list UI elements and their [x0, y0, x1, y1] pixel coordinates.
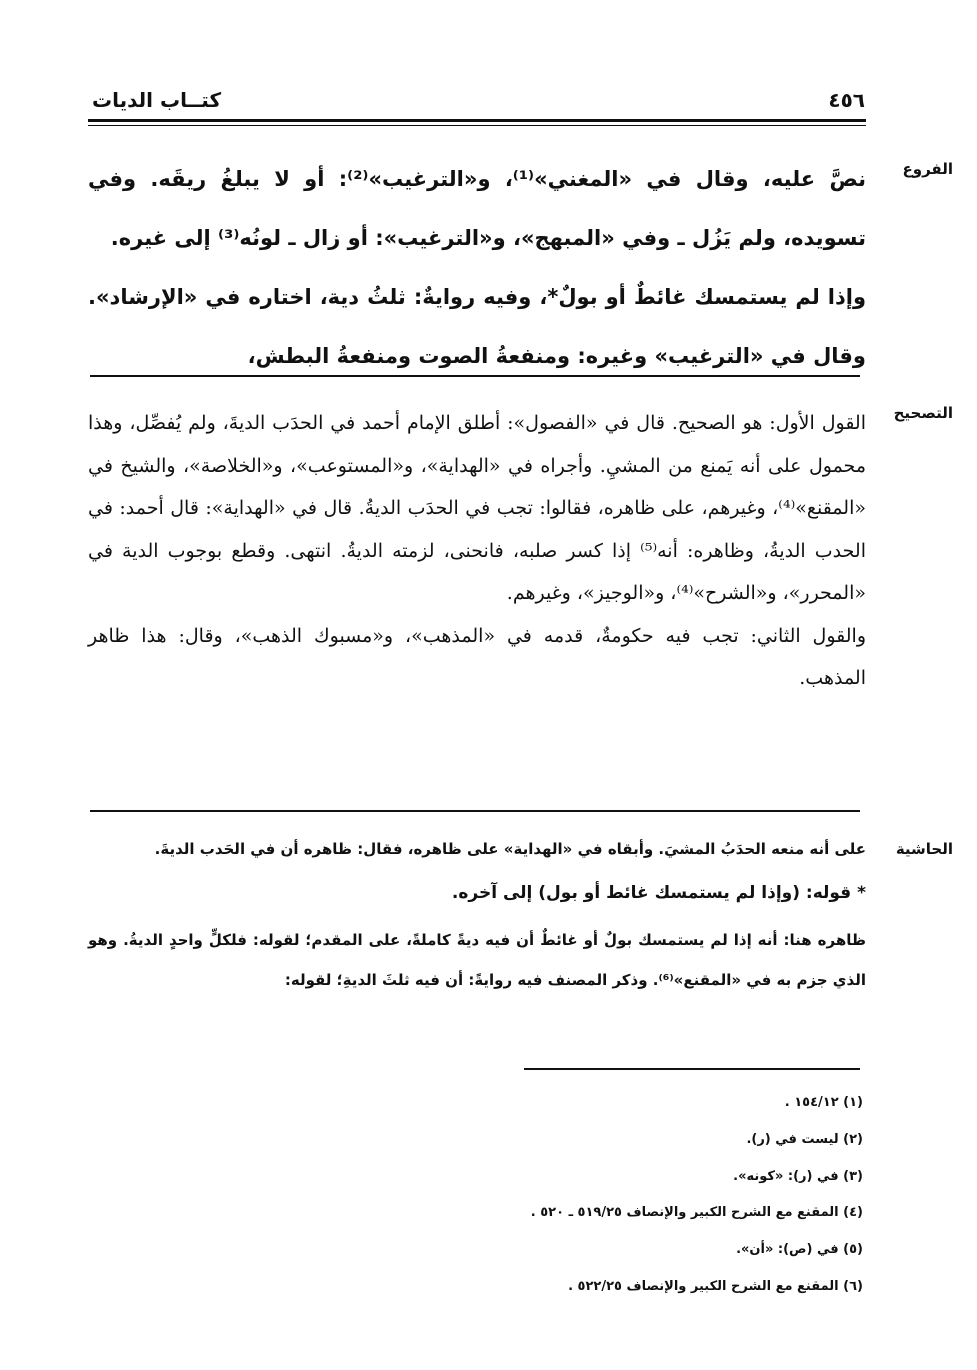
running-title: كتــاب الديات	[92, 88, 222, 112]
section-divider	[90, 375, 860, 377]
header-rule-thick	[88, 119, 866, 122]
header-rule-thin	[88, 125, 866, 126]
section-label-tashih: التصحيح	[893, 404, 953, 422]
section-label-hashiya: الحاشية	[895, 840, 953, 858]
footnote-item: (٥) في (ص): «أن».	[736, 1242, 863, 1258]
hashiya-commentary: ظاهره هنا: أنه إذا لم يستمسك بولٌ أو غائطٌ أن فيه ديةً كاملةً، على المقدم؛ لقوله: فلكلٍّ واحدٍ الديةُ. وهو الذي جزم به في «المقنع»⁽⁶⁾. وذكر المصنف فيه روايةً: أن فيه ثلثَ الديةِ؛ لقوله:	[88, 931, 866, 989]
hashiya-section	[88, 836, 866, 1000]
furu-paragraph-1: نصَّ عليه، وقال في «المغني»⁽¹⁾، و«الترغيب»⁽²⁾: أو لا يبلغُ ريقَه. وفي تسويده، ولم يَزُل ـ وفي «المبهج»، و«الترغيب»: أو زال ـ لونُه⁽³⁾ إلى غيره.	[88, 167, 866, 250]
footnote-item: (٦) المقنع مع الشرح الكبير والإنصاف ٥٢٢/٢٥ .	[568, 1278, 863, 1294]
tashih-paragraph-1: القول الأول: هو الصحيح. قال في «الفصول»: أطلق الإمام أحمد في الحدَب الديةَ، ولم يُفصِّل، وهذا محمول على أنه يَمنع من المشيِ. وأجراه في «الهداية»، و«المستوعب»، و«الخلاصة»، والشيخ في «المقنع»⁽⁴⁾، وغيرهم، على ظاهره، فقالوا: تجب في الحدَب الديةُ. قال في «الهداية»: قال أحمد: في الحدب الديةُ، وظاهره: أنه⁽⁵⁾ إذا كسر صلبه، فانحنى، لزمته الديةُ. انتهى. وقطع بوجوب الدية في «المحرر»، و«الشرح»⁽⁴⁾، و«الوجيز»، وغيرهم.	[88, 412, 866, 604]
footnote-item: (٣) في (ر): «كونه».	[733, 1168, 863, 1184]
footnote-item: (١) ١٥٤/١٢ .	[784, 1095, 863, 1110]
furu-paragraph-2: وإذا لم يستمسك غائطٌ أو بولٌ*، وفيه روايةٌ: ثلثُ دية، اختاره في «الإرشاد». وقال في «الترغيب» وغيره: ومنفعةُ الصوت ومنفعةُ البطش،	[88, 285, 866, 368]
furu-section	[88, 150, 866, 386]
footnote-item: (٢) ليست في (ر).	[746, 1131, 863, 1147]
footnotes	[223, 1085, 863, 1306]
section-divider	[90, 810, 860, 812]
tashih-section	[88, 402, 866, 700]
hashiya-quoted-phrase: * قوله: (وإذا لم يستمسك غائط أو بول) إلى آخره.	[451, 883, 866, 903]
section-label-furu: الفروع	[902, 160, 953, 178]
tashih-paragraph-2: والقول الثاني: تجب فيه حكومةٌ، قدمه في «المذهب»، و«مسبوك الذهب»، وقال: هذا ظاهر المذهب.	[88, 624, 866, 689]
footnote-rule	[524, 1068, 860, 1070]
page-number: ٤٥٦	[828, 88, 865, 112]
footnote-item: (٤) المقنع مع الشرح الكبير والإنصاف ٥١٩/٢٥ ـ ٥٢٠ .	[530, 1205, 863, 1221]
hashiya-intro: على أنه منعه الحدَبُ المشيَ. وأبقاه في «الهداية» على ظاهره، فقال: ظاهره أن في الحَدب الديةَ.	[154, 840, 866, 858]
